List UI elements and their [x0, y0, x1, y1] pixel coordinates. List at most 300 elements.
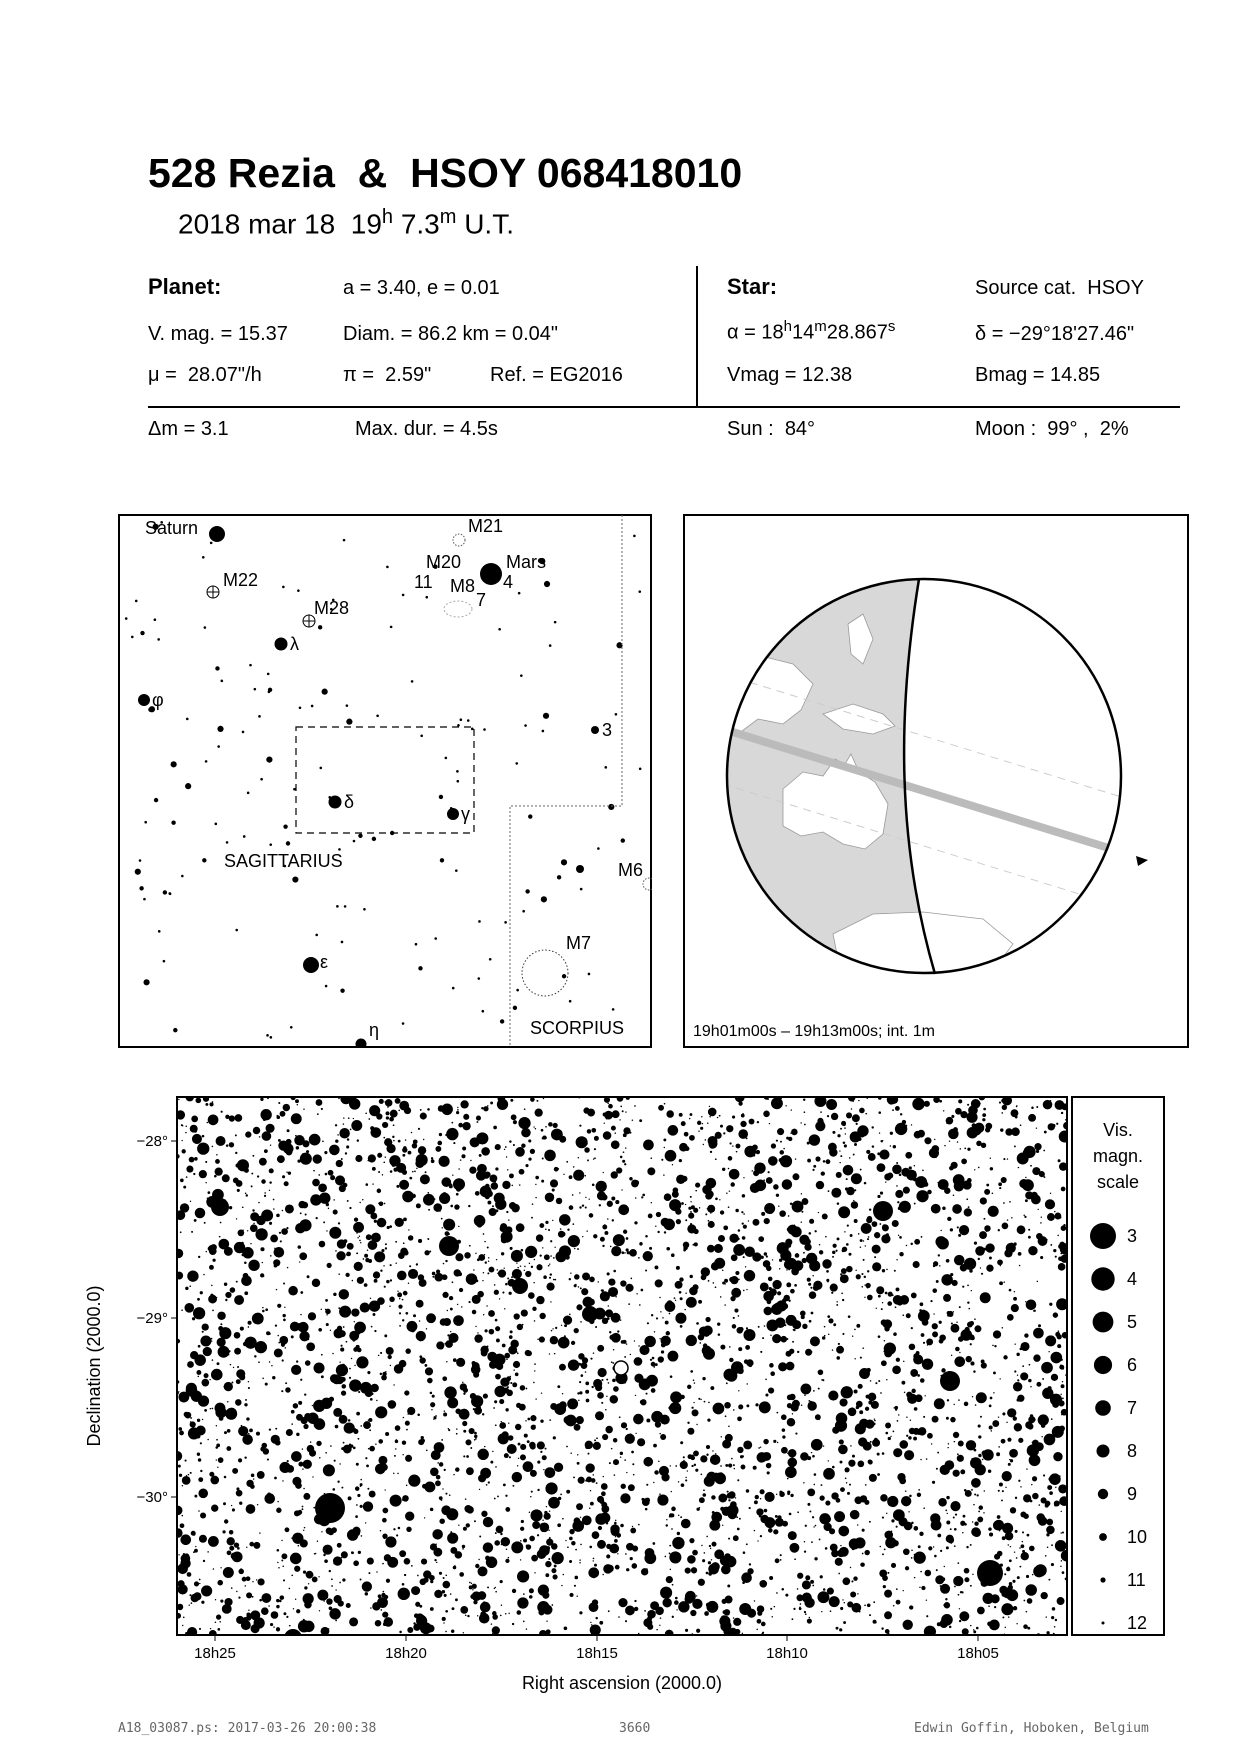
field-star — [1062, 1381, 1063, 1382]
finder-star — [460, 718, 463, 721]
field-star — [1051, 1616, 1054, 1619]
label-3: 3 — [602, 720, 613, 740]
field-star — [842, 1599, 843, 1600]
field-star — [629, 1132, 631, 1134]
field-star — [295, 1135, 297, 1137]
field-star — [776, 1592, 778, 1594]
field-star — [438, 1105, 445, 1112]
finder-star — [420, 734, 423, 737]
field-star — [675, 1300, 676, 1301]
field-star — [953, 1311, 954, 1312]
field-star — [831, 1492, 838, 1499]
field-star — [999, 1187, 1001, 1189]
field-star — [746, 1489, 749, 1492]
field-star — [299, 1252, 307, 1260]
field-star — [216, 1425, 217, 1426]
legend-magnitude: 9 — [1127, 1484, 1138, 1504]
field-star — [961, 1591, 963, 1593]
field-star — [672, 1164, 673, 1165]
field-star — [683, 1456, 685, 1458]
field-star — [633, 1414, 644, 1425]
field-star — [770, 1371, 775, 1376]
field-star — [532, 1307, 536, 1311]
field-star — [662, 1598, 671, 1607]
field-star — [568, 1235, 580, 1247]
field-star — [429, 1575, 435, 1581]
field-star — [710, 1151, 712, 1153]
field-star — [770, 1335, 771, 1336]
field-star — [1018, 1167, 1019, 1168]
field-star — [360, 1242, 361, 1243]
field-star — [911, 1293, 917, 1299]
field-star — [517, 1353, 519, 1355]
field-star — [676, 1219, 681, 1224]
field-star — [790, 1289, 795, 1294]
field-star — [818, 1388, 820, 1390]
finder-star — [415, 943, 418, 946]
footer-file: A18_03087.ps: 2017-03-26 20:00:38 — [118, 1721, 377, 1736]
field-star — [270, 1623, 273, 1626]
field-star — [665, 1630, 674, 1639]
field-star — [430, 1508, 434, 1512]
field-star — [300, 1379, 302, 1381]
field-star — [295, 1099, 299, 1103]
finder-star — [478, 920, 481, 923]
field-star — [974, 1493, 976, 1495]
field-star — [349, 1443, 351, 1445]
field-star — [818, 1212, 819, 1213]
field-star — [558, 1337, 570, 1349]
field-star — [595, 1326, 597, 1328]
field-star — [819, 1539, 821, 1541]
field-star — [375, 1443, 376, 1444]
field-star — [286, 1616, 288, 1618]
field-star — [958, 1099, 962, 1103]
field-star — [384, 1489, 385, 1490]
field-star — [801, 1222, 802, 1223]
field-star — [974, 1521, 978, 1525]
legend-disc — [1093, 1312, 1114, 1333]
field-star — [856, 1123, 858, 1125]
field-star — [894, 1406, 898, 1410]
field-star — [579, 1381, 581, 1383]
field-star — [1014, 1145, 1016, 1147]
field-star — [685, 1479, 687, 1481]
field-star — [551, 1129, 563, 1141]
field-star — [1051, 1563, 1054, 1566]
field-star — [250, 1224, 258, 1232]
finder-star — [283, 824, 287, 828]
field-star — [691, 1465, 693, 1467]
field-star — [446, 1128, 458, 1140]
field-star — [504, 1149, 505, 1150]
field-star — [271, 1365, 272, 1366]
field-star — [739, 1518, 741, 1520]
field-star — [574, 1576, 578, 1580]
field-star — [354, 1321, 355, 1322]
field-star — [589, 1277, 595, 1283]
field-star — [356, 1504, 358, 1506]
field-star — [185, 1460, 187, 1462]
field-star — [425, 1364, 428, 1367]
field-star — [696, 1595, 697, 1596]
field-star — [786, 1269, 788, 1271]
field-star — [496, 1339, 500, 1343]
field-star — [494, 1588, 496, 1590]
field-star — [447, 1397, 458, 1408]
field-star — [367, 1558, 374, 1565]
field-star — [479, 1613, 490, 1624]
field-star — [534, 1363, 536, 1365]
field-star — [510, 1247, 513, 1250]
field-star — [1022, 1531, 1024, 1533]
field-star — [408, 1151, 412, 1155]
field-star — [417, 1575, 419, 1577]
field-star — [554, 1463, 563, 1472]
finder-star — [292, 876, 298, 882]
field-star — [505, 1408, 508, 1411]
field-star — [574, 1284, 577, 1287]
field-star — [1046, 1519, 1053, 1526]
field-star — [954, 1586, 956, 1588]
field-star — [903, 1590, 904, 1591]
field-star — [728, 1499, 730, 1501]
field-star — [332, 1353, 334, 1355]
field-star — [437, 1141, 442, 1146]
field-star — [305, 1360, 311, 1366]
field-star — [211, 1505, 218, 1512]
field-star — [585, 1197, 586, 1198]
field-star — [558, 1231, 565, 1238]
field-star — [842, 1247, 847, 1252]
planet-motion: μ = 28.07"/h — [148, 364, 262, 386]
field-star — [189, 1605, 190, 1606]
field-star — [253, 1542, 260, 1549]
field-star — [388, 1400, 397, 1409]
field-star — [741, 1211, 743, 1213]
field-star — [457, 1304, 458, 1305]
field-star — [439, 1156, 450, 1167]
field-star — [638, 1439, 642, 1443]
field-star — [392, 1136, 394, 1138]
field-star — [1033, 1328, 1044, 1339]
field-star — [994, 1606, 996, 1608]
field-star — [302, 1468, 303, 1469]
field-star — [688, 1213, 694, 1219]
field-star — [480, 1468, 491, 1479]
field-star — [283, 1612, 286, 1615]
field-star — [981, 1362, 987, 1368]
field-star — [921, 1236, 923, 1238]
field-star — [943, 1294, 951, 1302]
field-star — [364, 1283, 368, 1287]
field-star — [768, 1277, 773, 1282]
field-star — [586, 1230, 587, 1231]
legend-magnitude: 8 — [1127, 1441, 1138, 1461]
field-star — [447, 1395, 449, 1397]
field-star — [179, 1431, 184, 1436]
field-star — [694, 1382, 696, 1384]
field-star — [408, 1283, 409, 1284]
finder-star — [186, 718, 189, 721]
field-star — [402, 1495, 409, 1502]
field-star — [333, 1408, 342, 1417]
field-star — [690, 1299, 691, 1300]
field-star — [729, 1142, 731, 1144]
field-star — [698, 1300, 702, 1304]
field-star — [298, 1245, 301, 1248]
field-star — [316, 1099, 323, 1106]
field-star — [204, 1222, 206, 1224]
field-star — [892, 1294, 894, 1296]
field-star — [528, 1139, 531, 1142]
field-star — [291, 1423, 293, 1425]
field-star — [275, 1428, 277, 1430]
field-star — [828, 1460, 829, 1461]
field-star — [225, 1408, 237, 1420]
field-star — [972, 1123, 976, 1127]
field-star — [883, 1585, 886, 1588]
field-star — [494, 1540, 500, 1546]
field-star — [542, 1158, 544, 1160]
field-star — [288, 1286, 298, 1296]
field-star — [582, 1272, 590, 1280]
field-star — [262, 1262, 263, 1263]
field-star — [1047, 1213, 1055, 1221]
field-star — [1038, 1324, 1041, 1327]
field-star — [717, 1322, 720, 1325]
label-mars: Mars — [506, 552, 546, 572]
field-star — [535, 1398, 536, 1399]
field-star — [341, 1487, 343, 1489]
field-star — [1047, 1485, 1052, 1490]
field-star — [545, 1448, 547, 1450]
field-star — [578, 1353, 584, 1359]
field-star — [733, 1617, 735, 1619]
field-star — [574, 1274, 580, 1280]
field-star — [447, 1533, 458, 1544]
field-star — [723, 1132, 725, 1134]
field-star — [866, 1395, 870, 1399]
field-star — [469, 1245, 471, 1247]
field-star — [1017, 1225, 1026, 1234]
field-star — [722, 1269, 724, 1271]
field-star — [216, 1439, 218, 1441]
field-star — [713, 1403, 725, 1415]
field-star — [559, 1401, 567, 1409]
field-star — [220, 1222, 222, 1224]
field-star — [732, 1145, 733, 1146]
field-star — [287, 1129, 290, 1132]
field-star — [756, 1508, 763, 1515]
field-star — [1003, 1158, 1005, 1160]
field-star — [724, 1609, 731, 1616]
field-star — [923, 1507, 925, 1509]
field-star — [932, 1416, 939, 1423]
field-star — [463, 1455, 465, 1457]
field-star — [302, 1506, 304, 1508]
field-star — [741, 1465, 746, 1470]
field-star — [385, 1536, 396, 1547]
field-star — [395, 1263, 396, 1264]
field-star — [691, 1407, 693, 1409]
field-star — [226, 1144, 229, 1147]
field-star — [787, 1243, 791, 1247]
field-star — [752, 1252, 761, 1261]
field-star — [568, 1359, 579, 1370]
field-star — [516, 1262, 517, 1263]
field-star — [580, 1544, 582, 1546]
field-star — [521, 1249, 524, 1252]
field-star — [740, 1121, 746, 1127]
field-star — [1058, 1244, 1063, 1249]
field-star — [613, 1459, 619, 1465]
field-star — [960, 1469, 965, 1474]
field-star — [1052, 1124, 1056, 1128]
field-star — [893, 1448, 902, 1457]
field-star — [902, 1314, 904, 1316]
field-star — [601, 1505, 609, 1513]
field-star — [341, 1158, 343, 1160]
field-star — [279, 1336, 288, 1345]
field-star — [217, 1362, 220, 1365]
field-star — [303, 1530, 304, 1531]
field-star — [685, 1477, 686, 1478]
field-star — [911, 1243, 913, 1245]
field-star — [922, 1358, 933, 1369]
field-star — [238, 1229, 245, 1236]
field-star — [178, 1554, 179, 1555]
field-star — [567, 1229, 569, 1231]
field-star — [211, 1340, 212, 1341]
field-star — [178, 1099, 179, 1100]
field-star — [526, 1628, 527, 1629]
field-star — [365, 1592, 368, 1595]
field-star — [248, 1321, 252, 1325]
field-star — [223, 1502, 226, 1505]
field-star — [182, 1476, 191, 1485]
finder-star — [343, 539, 346, 542]
field-star — [858, 1384, 863, 1389]
field-star — [973, 1504, 975, 1506]
field-star — [411, 1132, 413, 1134]
field-star — [442, 1274, 448, 1280]
field-star — [663, 1138, 666, 1141]
field-star — [745, 1266, 746, 1267]
field-star — [219, 1621, 221, 1623]
field-star — [707, 1205, 715, 1213]
field-star — [613, 1270, 616, 1273]
field-star — [338, 1273, 340, 1275]
field-star — [884, 1549, 886, 1551]
field-star — [832, 1427, 839, 1434]
field-star — [974, 1318, 976, 1320]
field-star — [436, 1562, 437, 1563]
field-star — [872, 1221, 878, 1227]
delta-star — [329, 796, 342, 809]
field-star — [300, 1153, 312, 1165]
field-star — [355, 1515, 358, 1518]
field-star — [282, 1480, 283, 1481]
field-star — [1047, 1546, 1049, 1548]
field-star — [625, 1284, 633, 1292]
field-star — [296, 1360, 298, 1362]
field-star — [521, 1520, 524, 1523]
field-star — [190, 1421, 192, 1423]
field-star — [898, 1235, 899, 1236]
field-star — [339, 1289, 349, 1299]
alpha-hours: α = 18 — [727, 321, 784, 344]
field-star — [281, 1559, 283, 1561]
finder-star — [140, 631, 144, 635]
field-star — [358, 1551, 361, 1554]
field-star — [424, 1517, 425, 1518]
field-star — [971, 1478, 981, 1488]
field-star — [858, 1437, 867, 1446]
field-star — [756, 1150, 760, 1154]
field-star — [801, 1405, 802, 1406]
field-star — [308, 1583, 309, 1584]
field-star — [497, 1273, 499, 1275]
field-star — [251, 1173, 253, 1175]
field-star — [484, 1241, 485, 1242]
field-star — [1013, 1382, 1022, 1391]
field-star — [603, 1564, 613, 1574]
field-star — [273, 1208, 275, 1210]
field-star — [483, 1233, 485, 1235]
field-star — [939, 1265, 940, 1266]
finder-star — [336, 905, 339, 908]
field-star — [581, 1288, 588, 1295]
field-star — [835, 1250, 837, 1252]
field-star — [425, 1171, 427, 1173]
field-star — [764, 1509, 768, 1513]
field-star — [233, 1178, 239, 1184]
field-star — [577, 1596, 578, 1597]
field-star — [434, 1590, 442, 1598]
field-star — [541, 1392, 542, 1393]
field-star — [576, 1421, 577, 1422]
field-star — [246, 1417, 249, 1420]
field-star — [731, 1288, 741, 1298]
field-star — [829, 1600, 835, 1606]
field-star — [550, 1255, 552, 1257]
field-star — [286, 1429, 293, 1436]
field-star — [356, 1252, 358, 1254]
finder-star — [477, 977, 480, 980]
field-star — [852, 1114, 860, 1122]
field-star — [809, 1320, 812, 1323]
field-star — [976, 1392, 987, 1403]
field-star — [356, 1412, 360, 1416]
field-star — [276, 1214, 280, 1218]
field-star — [585, 1371, 587, 1373]
field-star — [1061, 1384, 1065, 1388]
finder-star — [452, 987, 455, 990]
field-star — [405, 1455, 412, 1462]
field-star — [304, 1393, 306, 1395]
field-star — [1020, 1124, 1022, 1126]
field-star — [760, 1498, 761, 1499]
field-star — [443, 1263, 445, 1265]
field-star — [528, 1157, 531, 1160]
field-star — [339, 1582, 341, 1584]
field-star — [198, 1376, 200, 1378]
x-tick-18h05: 18h05 — [957, 1645, 999, 1662]
field-star — [344, 1422, 355, 1433]
field-star — [579, 1125, 581, 1127]
field-star — [1040, 1222, 1042, 1224]
